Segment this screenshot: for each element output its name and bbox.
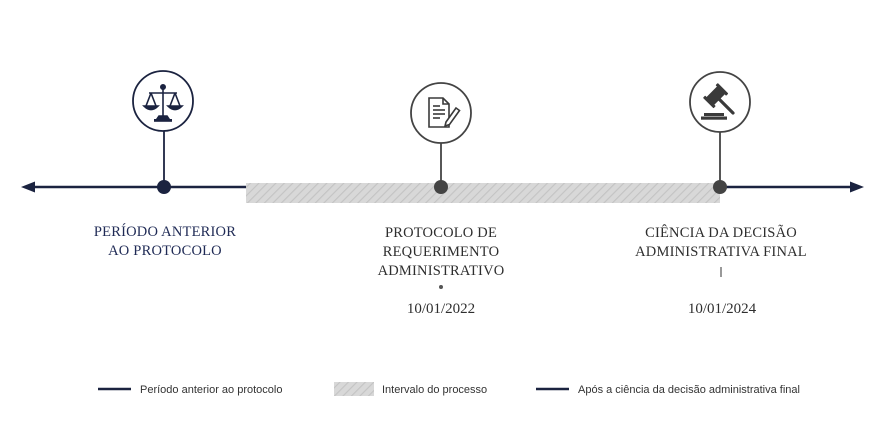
legend-label: Período anterior ao protocolo bbox=[140, 384, 283, 396]
milestone-label-line: REQUERIMENTO bbox=[382, 244, 500, 260]
milestone-previous-period bbox=[94, 71, 236, 259]
legend-item-process-interval bbox=[334, 382, 487, 396]
timeline-dot bbox=[434, 180, 448, 194]
milestone-label-line: PROTOCOLO DE bbox=[384, 225, 498, 241]
milestone-label-line: ADMINISTRATIVO bbox=[377, 263, 505, 279]
legend-swatch-hatched-bar bbox=[334, 382, 374, 396]
milestone-label-line: AO PROTOCOLO bbox=[108, 243, 222, 259]
legend-item-after-decision bbox=[536, 384, 800, 396]
timeline-dot bbox=[713, 180, 727, 194]
milestone-label-line: ADMINISTRATIVA FINAL bbox=[635, 244, 807, 260]
legend-label: Intervalo do processo bbox=[382, 384, 488, 396]
milestone-label-line: PERÍODO ANTERIOR bbox=[93, 224, 237, 240]
milestone-date: 10/01/2022 bbox=[406, 301, 476, 317]
legend-label: Após a ciência da decisão administrativa final bbox=[578, 384, 800, 396]
left-arrowhead bbox=[21, 182, 35, 193]
legend-item-previous-period bbox=[98, 384, 282, 396]
milestone-label-line: CIÊNCIA DA DECISÃO bbox=[645, 225, 797, 241]
timeline-dot bbox=[157, 180, 171, 194]
process-interval-bar bbox=[246, 183, 720, 203]
milestone-date: 10/01/2024 bbox=[687, 301, 757, 317]
right-arrowhead bbox=[850, 182, 864, 193]
date-marker-dot bbox=[439, 285, 443, 289]
legend bbox=[98, 382, 800, 396]
